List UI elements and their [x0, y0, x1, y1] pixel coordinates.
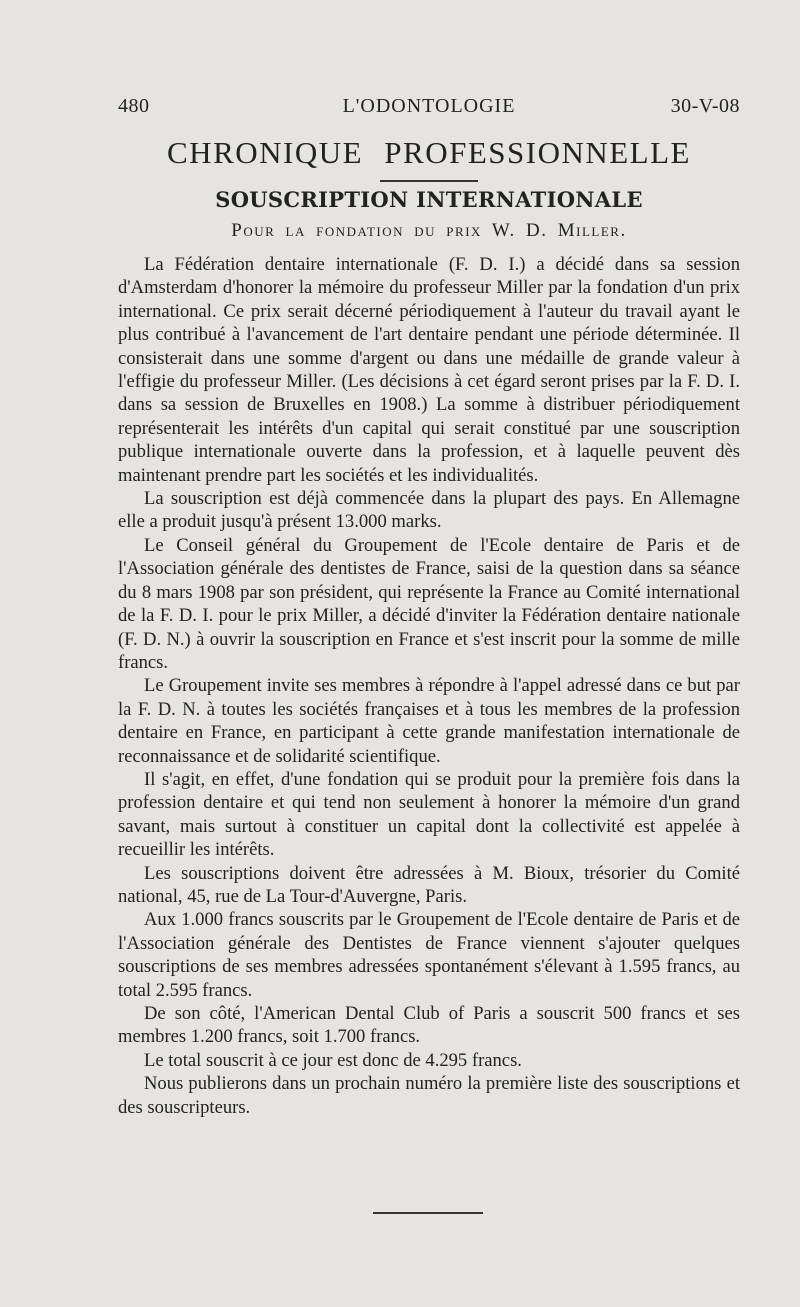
section-title: CHRONIQUE PROFESSIONNELLE [167, 135, 691, 170]
paragraph: Le total souscrit à ce jour est donc de 4.295 francs. [144, 1049, 522, 1071]
title-divider [380, 180, 478, 182]
issue-date: 30-V-08 [670, 95, 740, 117]
paragraph: Nous publierons dans un prochain numéro la première liste des souscriptions et des souscripteurs. [118, 1073, 740, 1118]
article-title: SOUSCRIPTION INTERNATIONALE [215, 187, 643, 212]
journal-title: L'ODONTOLOGIE [342, 95, 516, 117]
article-subtitle: Pour la fondation du prix W. D. Miller. [231, 220, 627, 241]
running-header [118, 95, 740, 125]
paragraph: De son côté, l'American Dental Club of Paris a souscrit 500 francs et ses membres 1.200 francs, soit 1.700 francs. [118, 1003, 740, 1048]
paragraph: Les souscriptions doivent être adressées à M. Bioux, trésorier du Comité national, 45, rue de La Tour-d'Auvergne, Paris. [118, 862, 740, 907]
page-number: 480 [118, 95, 150, 117]
paragraph: La Fédération dentaire internationale (F. D. I.) a décidé dans sa session d'Amsterdam d'honorer la mémoire du professeur Miller par la fondation d'un prix international. Ce prix serait décerné périodiquement à l'auteur du travail ayant le plus contribué à l'avancement de l'art dentaire pendant une période déterminée. Il consisterait dans une somme d'argent ou dans une médaille de grande valeur à l'effigie du professeur Miller. (Les décisions à cet égard seront prises par la F. D. I. dans sa session de Bruxelles en 1908.) La somme à distribuer périodiquement représenterait les intérêts d'un capital qui serait constitué par une souscription publique internationale ouverte dans la profession, et à laquelle peuvent dès maintenant prendre part les sociétés et les individualités. [118, 254, 740, 486]
paragraph: Le Conseil général du Groupement de l'Ecole dentaire de Paris et de l'Association générale des dentistes de France, saisi de la question dans sa séance du 8 mars 1908 par son président, qui représente la France au Comité international de la F. D. I. pour le prix Miller, a décidé d'inviter la Fédération dentaire nationale (F. D. N.) à ouvrir la souscription en France et s'est inscrit pour la somme de mille francs. [118, 534, 740, 673]
article-body [118, 253, 740, 1119]
paragraph: La souscription est déjà commencée dans la plupart des pays. En Allemagne elle a produit jusqu'à présent 13.000 marks. [118, 488, 740, 533]
end-divider [373, 1212, 483, 1214]
paragraph: Le Groupement invite ses membres à répondre à l'appel adressé dans ce but par la F. D. N. à toutes les sociétés françaises et à tous les membres de la profession dentaire en France, en participant à cette grande manifestation internationale de reconnaissance et de solidarité scientifique. [118, 675, 740, 767]
paragraph: Aux 1.000 francs souscrits par le Groupement de l'Ecole dentaire de Paris et de l'Association générale des Dentistes de France viennent s'ajouter quelques souscriptions de ses membres adressées spontanément s'élevant à 1.595 francs, au total 2.595 francs. [118, 909, 740, 1001]
paragraph: Il s'agit, en effet, d'une fondation qui se produit pour la première fois dans la profession dentaire et qui tend non seulement à honorer la mémoire d'un grand savant, mais surtout à constituer un capital dont la collectivité est appelée à recueillir les intérêts. [118, 768, 740, 861]
